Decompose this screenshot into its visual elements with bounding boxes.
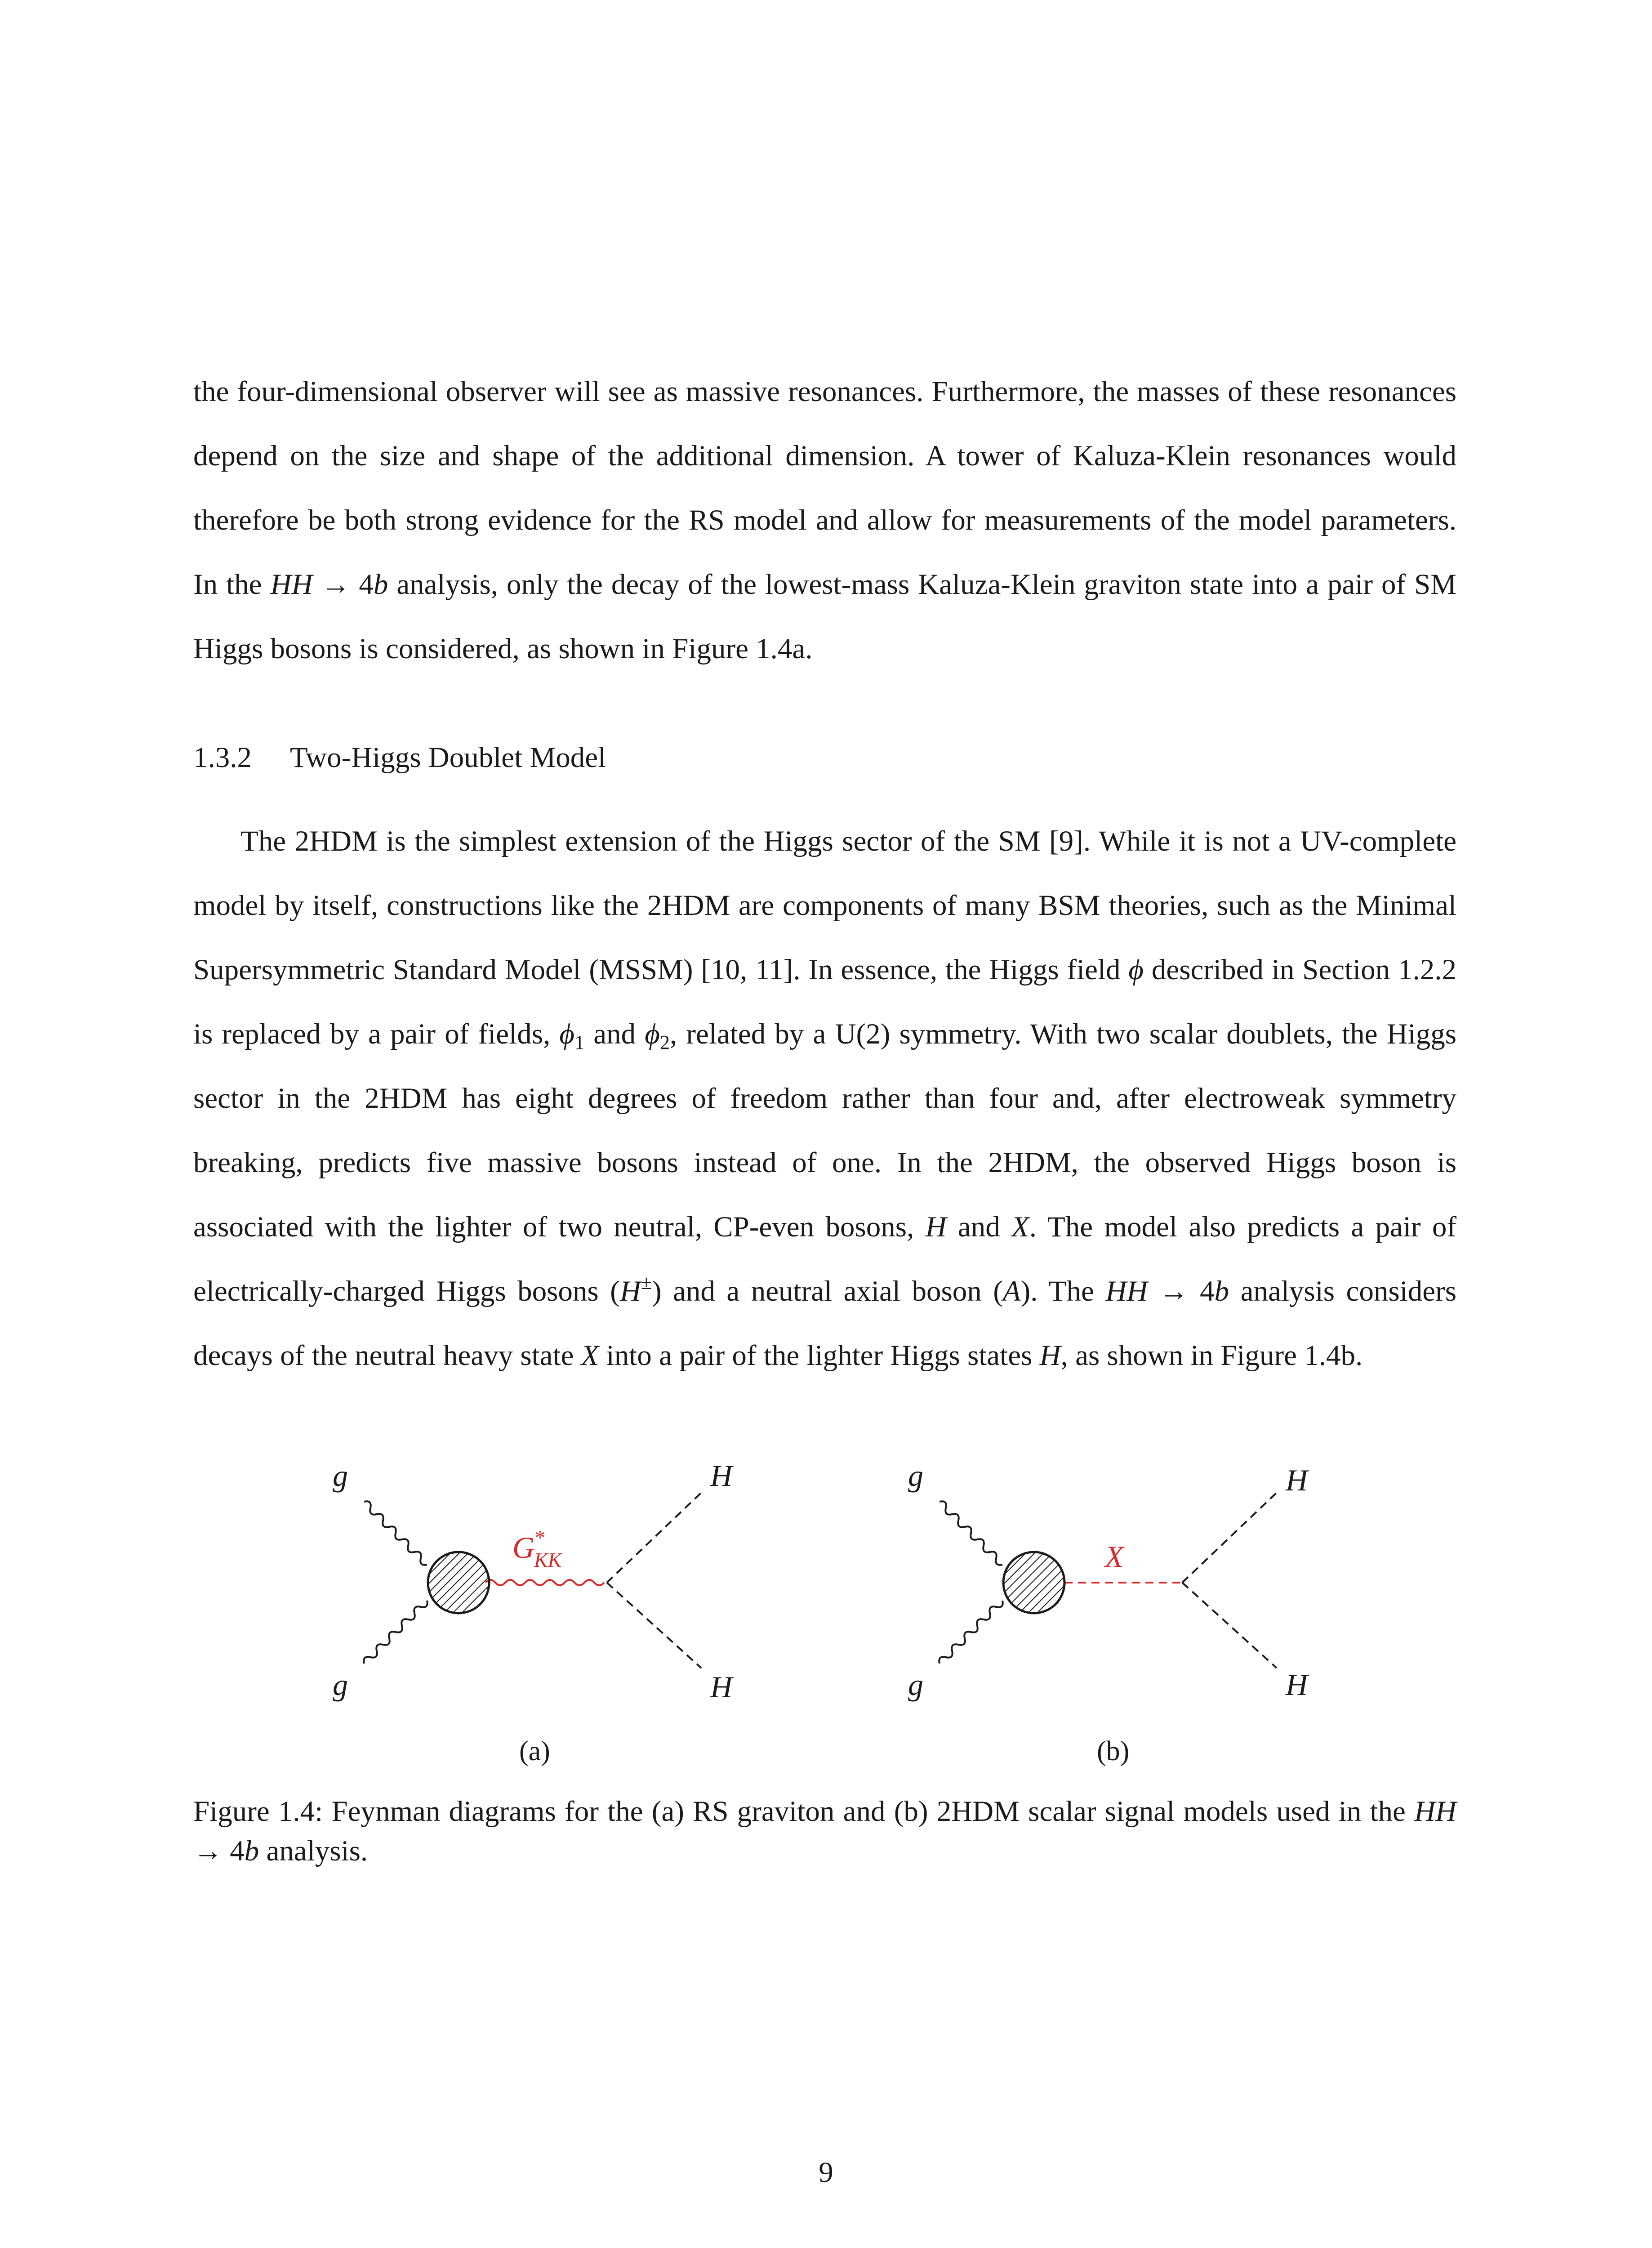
- math-phi: ϕ: [1128, 954, 1144, 986]
- feynman-diagram-b: [890, 1457, 1376, 1735]
- math-a: A: [1002, 1275, 1021, 1307]
- math-b: b: [373, 568, 388, 601]
- label-gluon-top: g: [333, 1459, 348, 1493]
- figure-caption: [193, 1792, 1456, 1871]
- text-run: analysis, only the decay of the lowest-mass Kaluza-Klein graviton state into a pair of SM Higgs bosons is considered, as shown in Figure 1.4a.: [193, 568, 1457, 665]
- math-subscript: 2: [659, 1031, 670, 1053]
- math-x: X: [1011, 1211, 1029, 1243]
- math-phi2: ϕ: [645, 1018, 660, 1050]
- text-run: the four-dimensional observer will see as massive resonances. Furthermore, the masses of these resonances depend on the size and shape of the additional dimension. A tower of Kaluza-Klein resonances would therefore be both strong evidence for the RS model and allow for measurements of the model parameters. In the: [193, 375, 1456, 601]
- caption-text: analysis.: [259, 1835, 368, 1867]
- math-h: H: [925, 1211, 947, 1243]
- higgs-line-top: [1182, 1493, 1277, 1583]
- math-hh: HH: [1414, 1795, 1456, 1828]
- label-higgs-top: H: [1286, 1463, 1308, 1497]
- feynman-diagram-b-svg: [890, 1457, 1376, 1735]
- gluon-line-top: [940, 1501, 1002, 1565]
- label-higgs-bottom: H: [1286, 1668, 1308, 1702]
- gluon-line-bottom: [939, 1601, 1002, 1664]
- math-superscript: ±: [641, 1271, 652, 1293]
- math-h: H: [1039, 1339, 1061, 1372]
- math-b: b: [244, 1835, 259, 1867]
- page-number: 9: [819, 2156, 833, 2189]
- interaction-blob: [428, 1552, 489, 1613]
- text-run: and: [584, 1018, 645, 1050]
- math-hh: HH: [1105, 1275, 1148, 1307]
- math-arrow: → 4: [312, 568, 374, 601]
- text-run: , related by a U(2) symmetry. With two scalar doublets, the Higgs sector in the 2HDM has eight degrees of freedom rather than four and, after electroweak symmetry breaking, predicts five massive bosons instead of one. In the 2HDM, the observed Higgs boson is associated with the lighter of two neutral, CP-even bosons,: [193, 1018, 1457, 1243]
- paragraph-rs-model: [193, 360, 1456, 681]
- gluon-line-bottom: [364, 1601, 427, 1664]
- subcaption-a: (a): [519, 1736, 550, 1766]
- label-higgs-bottom: H: [710, 1670, 733, 1704]
- feynman-diagram-a: [315, 1457, 800, 1735]
- label-higgs-top: H: [710, 1459, 733, 1493]
- math-arrow: → 4: [193, 1835, 245, 1867]
- text-run: described in Section 1.2.2 is replaced by a pair of fields,: [193, 954, 1456, 1050]
- text-run: . The model also predicts a pair of electrically-charged Higgs bosons (: [193, 1211, 1456, 1307]
- section-number: 1.3.2: [193, 741, 252, 774]
- math-x: X: [581, 1339, 599, 1372]
- gluon-line-top: [364, 1501, 427, 1565]
- paragraph-2hdm: [193, 809, 1456, 1388]
- math-h-charged: H: [619, 1275, 641, 1307]
- interaction-blob: [1003, 1552, 1064, 1613]
- section-title: Two-Higgs Doublet Model: [290, 741, 606, 774]
- text-run: ) and a neutral axial boson (: [651, 1275, 1003, 1307]
- math-subscript: 1: [574, 1031, 585, 1053]
- label-graviton: G: [512, 1530, 535, 1565]
- label-gluon-bottom: g: [908, 1668, 923, 1702]
- label-gluon-bottom: g: [333, 1668, 348, 1702]
- label-graviton-sub: KK: [534, 1548, 562, 1571]
- subcaption-b: (b): [1097, 1736, 1130, 1766]
- text-run: ). The: [1020, 1275, 1106, 1307]
- text-run: , as shown in Figure 1.4b.: [1060, 1339, 1363, 1372]
- text-run: and: [946, 1211, 1011, 1243]
- text-run: The 2HDM is the simplest extension of the Higgs sector of the SM [9]. While it is not a UV-complete model by itself, constructions like the 2HDM are components of many BSM theories, such as the Minimal Supersymmetric Standard Model (MSSM) [10, 11]. In essence, the Higgs field: [193, 825, 1456, 986]
- higgs-line-bottom: [1182, 1583, 1277, 1668]
- math-hh: HH: [270, 568, 313, 601]
- math-b: b: [1214, 1275, 1229, 1307]
- feynman-diagram-a-svg: [315, 1457, 800, 1735]
- text-run: into a pair of the lighter Higgs states: [599, 1339, 1040, 1372]
- higgs-line-bottom: [607, 1583, 701, 1668]
- section-heading: [193, 735, 606, 780]
- math-arrow: → 4: [1148, 1275, 1215, 1307]
- graviton-propagator: [485, 1580, 604, 1585]
- higgs-line-top: [607, 1493, 701, 1583]
- label-gluon-top: g: [908, 1459, 923, 1493]
- label-scalar-x: X: [1105, 1539, 1124, 1574]
- text-run: analysis considers decays of the neutral heavy state: [193, 1275, 1457, 1372]
- caption-text: Figure 1.4: Feynman diagrams for the (a) RS graviton and (b) 2HDM scalar signal models used in the: [193, 1795, 1415, 1828]
- label-graviton-sup: *: [535, 1526, 545, 1549]
- math-phi1: ϕ: [559, 1018, 575, 1050]
